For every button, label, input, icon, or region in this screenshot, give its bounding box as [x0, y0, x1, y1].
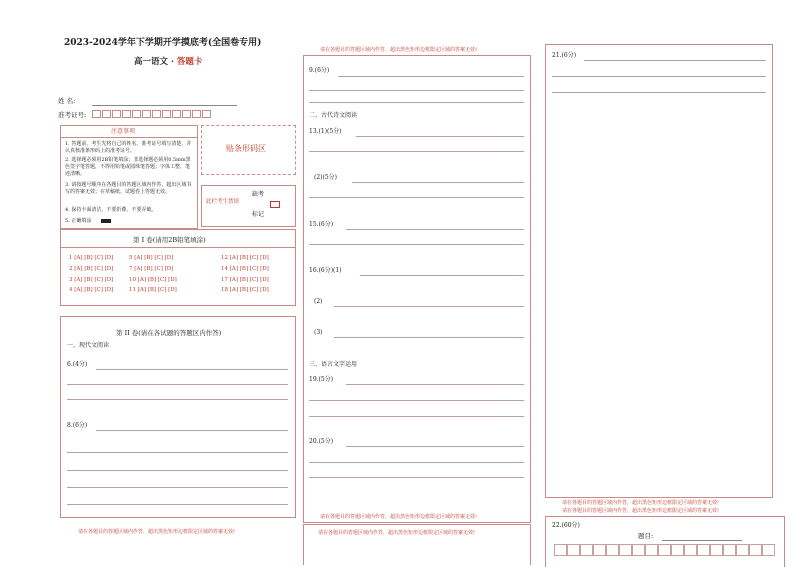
answer-line[interactable] [96, 430, 288, 431]
notice-title: 注意事项 [111, 128, 136, 135]
answer-line[interactable] [346, 384, 524, 385]
mark-word: 标记 [252, 211, 265, 218]
choice-row[interactable]: 14 [A] [B] [C] [D] [221, 266, 269, 272]
notice-item: 5. 正确填涂 [65, 218, 92, 224]
boundary-warning: 请在各题目的答题区域内作答，超出黑色矩形边框限定区域的答案无效! [320, 47, 478, 53]
middle-answer-box [303, 55, 531, 523]
question-16: 16.(6分)(1) [309, 267, 342, 274]
id-label: 准考证号: [58, 111, 87, 119]
answer-line[interactable] [96, 369, 288, 370]
answer-line[interactable] [67, 504, 288, 505]
answer-line[interactable] [352, 182, 524, 183]
section2-box [60, 316, 296, 518]
question-16-3: (3) [314, 329, 323, 336]
essay-grid[interactable] [554, 544, 776, 558]
answer-line[interactable] [338, 76, 524, 77]
essay-topic-field[interactable] [662, 540, 742, 541]
choice-row[interactable]: 12 [A] [B] [C] [D] [221, 255, 269, 261]
absent-checkbox[interactable] [270, 201, 280, 208]
question-19: 19.(5分) [309, 376, 334, 383]
subtitle-accent: 答题卡 [176, 57, 203, 67]
absent-box [201, 185, 296, 227]
page-title: 2023-2024学年下学期开学摸底考(全国卷专用) [64, 38, 262, 48]
answer-line[interactable] [309, 90, 524, 91]
question-8: 8.(6分) [67, 422, 88, 429]
question-20: 20.(5分) [309, 438, 334, 445]
section1-title: 第 I 卷(请用2B铅笔填涂) [133, 236, 206, 244]
section2-title: 第 II 卷(请在各试题的答题区内作答) [116, 329, 222, 337]
answer-line[interactable] [552, 76, 766, 77]
name-label: 姓 名: [58, 97, 76, 105]
answer-line[interactable] [67, 384, 288, 385]
notice-item: 2. 选择题必须用2B铅笔填涂；非选择题必须用0.5mm黑色签字笔答题，不得用铅笔或圆珠笔答题；字体工整、笔迹清晰。 [65, 157, 191, 177]
boundary-warning: 请在各题目的答题区域内作答，超出黑色矩形边框限定区域的答案无效! [562, 508, 720, 514]
answer-line[interactable] [309, 416, 524, 417]
question-21: 21.(6分) [552, 52, 577, 59]
answer-line[interactable] [67, 487, 288, 488]
answer-line[interactable] [309, 244, 524, 245]
filled-example-mark [101, 219, 111, 223]
choice-row[interactable]: 3 [A] [B] [C] [D] [69, 277, 114, 283]
barcode-label: 贴条形码区 [226, 144, 266, 153]
question-13: 13.(1)(5分) [309, 128, 342, 135]
question-15: 15.(6分) [309, 221, 334, 228]
answer-line[interactable] [309, 400, 524, 401]
id-boxes[interactable] [92, 110, 212, 119]
answer-line[interactable] [67, 452, 288, 453]
answer-line[interactable] [334, 337, 524, 338]
question-16-2: (2) [314, 298, 323, 305]
notice-box [60, 125, 198, 229]
part3-heading: 三、语言文字运用 [309, 361, 358, 368]
choice-row[interactable]: 5 [A] [B] [C] [D] [129, 255, 174, 261]
absent-word: 缺考 [252, 191, 265, 198]
choice-row[interactable]: 11 [A] [B] [C] [D] [129, 287, 177, 293]
right-answer-box [545, 44, 773, 498]
middle-answer-box-bottom [303, 524, 531, 565]
boundary-warning: 请在各题目的答题区域内作答，超出黑色矩形边框限定区域的答案无效! [78, 529, 236, 535]
choice-row[interactable]: 1 [A] [B] [C] [D] [69, 255, 114, 261]
section1-box [60, 229, 296, 306]
choice-row[interactable]: 2 [A] [B] [C] [D] [69, 266, 114, 272]
choice-row[interactable]: 7 [A] [B] [C] [D] [129, 266, 174, 272]
part1-heading: 一、现代文阅读 [67, 342, 110, 349]
name-field[interactable] [92, 105, 237, 106]
answer-line[interactable] [334, 306, 524, 307]
question-13-2: (2)(5分) [314, 174, 337, 181]
choice-row[interactable]: 10 [A] [B] [C] [D] [129, 277, 177, 283]
choice-row[interactable]: 4 [A] [B] [C] [D] [69, 287, 114, 293]
answer-line[interactable] [309, 462, 524, 463]
boundary-warning: 请在各题目的答题区域内作答，超出黑色矩形边框限定区域的答案无效! [318, 530, 476, 536]
answer-line[interactable] [309, 197, 524, 198]
notice-item: 4. 保持卡面清洁，不要折叠、不要弄破。 [65, 207, 157, 213]
answer-line[interactable] [309, 151, 524, 152]
page-subtitle [134, 58, 202, 67]
question-22: 22.(60分) [552, 522, 580, 529]
boundary-warning: 请在各题目的答题区域内作答，超出黑色矩形边框限定区域的答案无效! [320, 514, 478, 520]
essay-topic-label: 题目: [638, 532, 654, 540]
barcode-area [201, 125, 296, 175]
essay-box [545, 516, 785, 567]
question-9: 9.(6分) [309, 67, 330, 74]
answer-line[interactable] [552, 92, 766, 93]
notice-item: 1. 答题前，考生先将自己的姓名、准考证号填写清楚，并认真核准条形码上的准考证号。 [65, 141, 192, 154]
question-6: 6.(4分) [67, 361, 88, 368]
answer-line[interactable] [584, 60, 766, 61]
choice-row[interactable]: 18 [A] [B] [C] [D] [221, 287, 269, 293]
choice-row[interactable]: 17 [A] [B] [C] [D] [221, 277, 269, 283]
answer-line[interactable] [309, 102, 524, 103]
answer-line[interactable] [309, 477, 524, 478]
part2-heading: 二、古代诗文阅读 [309, 112, 358, 119]
notice-item: 3. 请按题号顺序在各题目的答题区域内作答，超出区域书写的答案无效；在草稿纸、试题卷上答题无效。 [65, 182, 192, 195]
absent-label: 此栏考生禁填 [206, 199, 240, 205]
answer-line[interactable] [360, 275, 524, 276]
answer-line[interactable] [356, 136, 524, 137]
boundary-warning: 请在各题目的答题区域内作答，超出黑色矩形边框限定区域的答案无效! [562, 500, 720, 506]
answer-line[interactable] [67, 399, 288, 400]
subtitle-prefix: 高一语文 · [134, 57, 174, 67]
answer-line[interactable] [346, 446, 524, 447]
answer-line[interactable] [67, 470, 288, 471]
answer-line[interactable] [346, 229, 524, 230]
